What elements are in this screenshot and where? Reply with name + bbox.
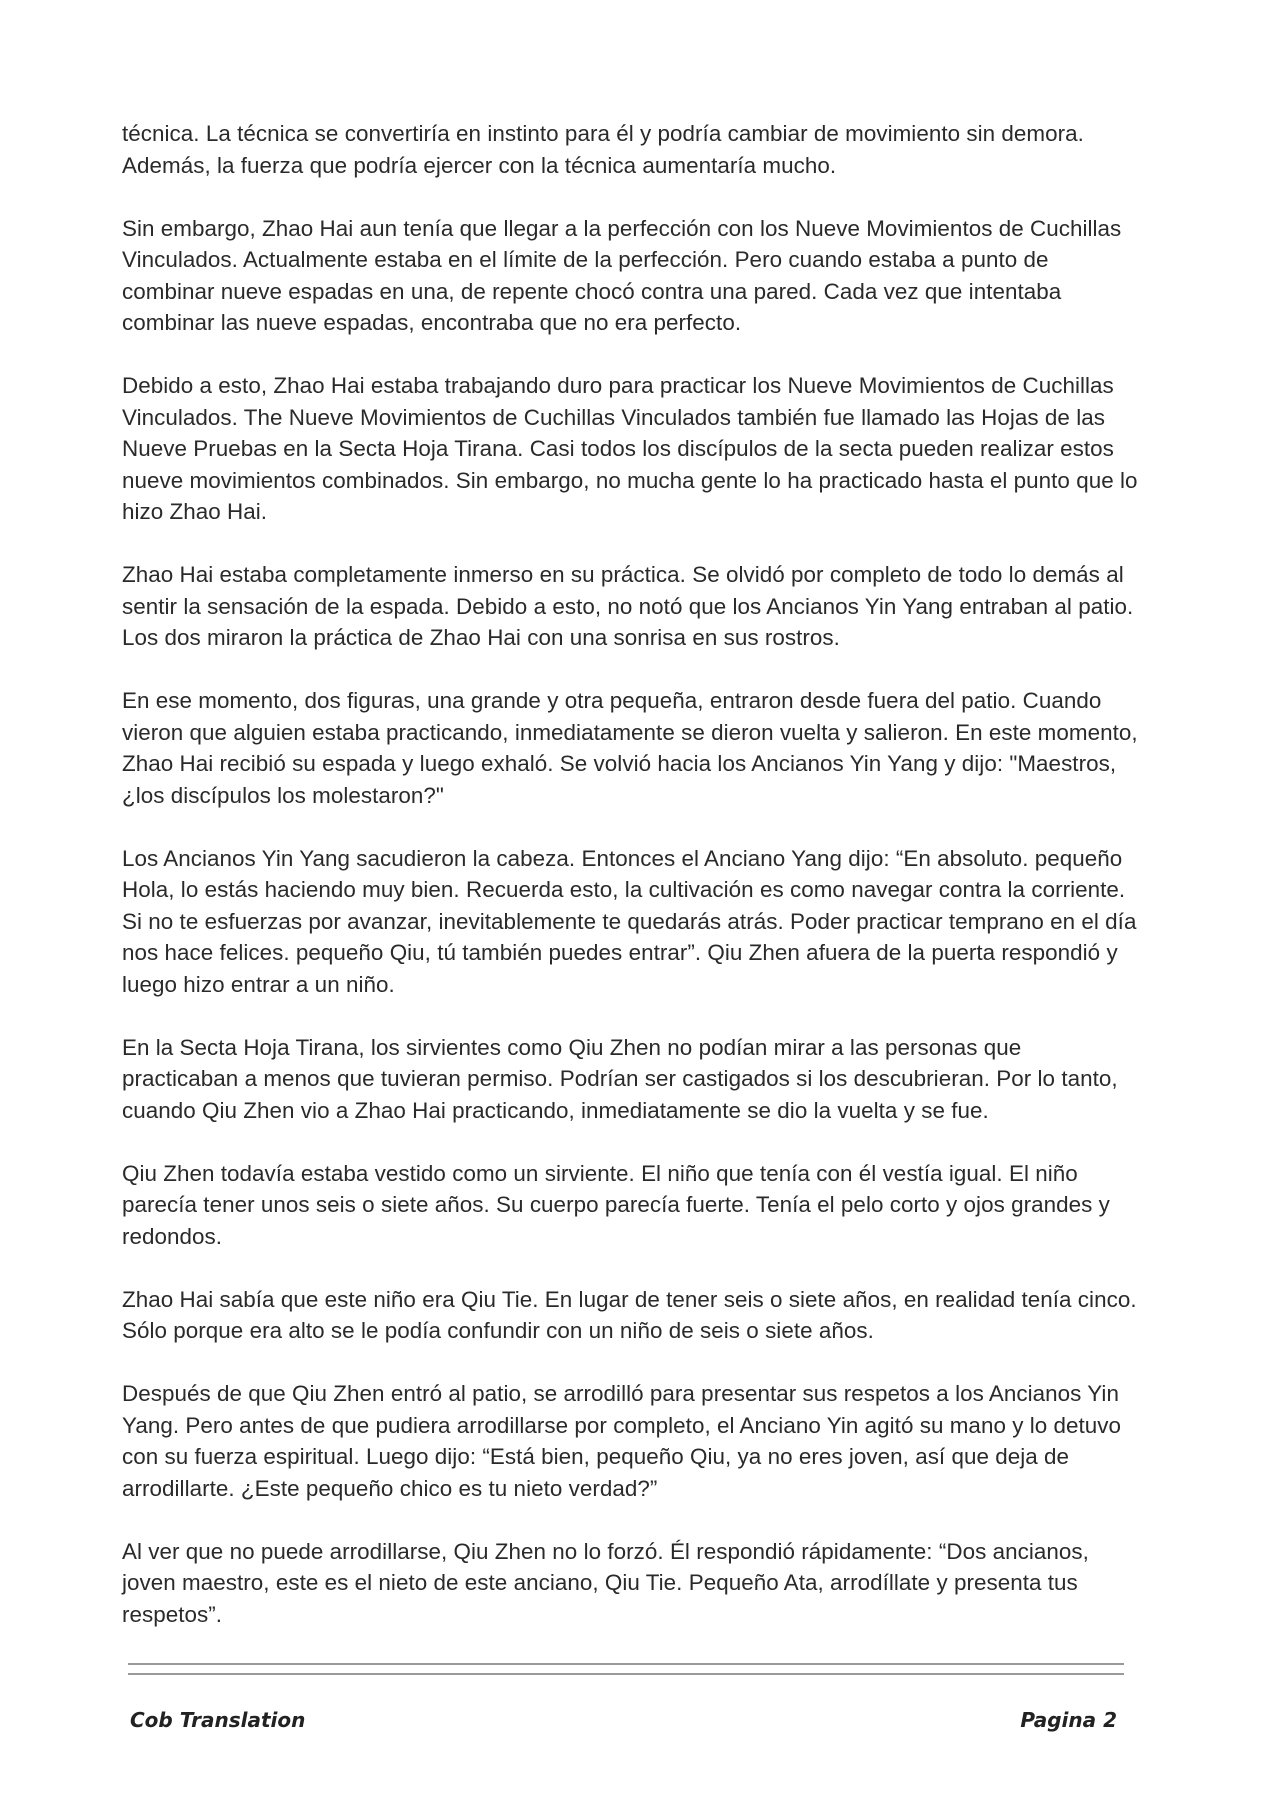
paragraph-10: Después de que Qiu Zhen entró al patio, se arrodilló para presentar sus respetos a los Ancianos Yin Yang. Pero antes de que pudiera arrodillarse por completo, el Anciano Yin agitó su mano y lo detuvo con su fuerza espiritual. Luego dijo: “Está bien, pequeño Qiu, ya no eres joven, así que deja de arrodillarte. ¿Este pequeño chico es tu nieto verdad?” — [122, 1381, 1122, 1501]
paragraph-7: En la Secta Hoja Tirana, los sirvientes como Qiu Zhen no podían mirar a las personas que practicaban a menos que tuvieran permiso. Podrían ser castigados si los descubrieran. Por lo tanto, cuando Qiu Zhen vio a Zhao Hai practicando, inmediatamente se dio la vuelta y se fue. — [122, 1034, 1118, 1123]
paragraph-2: Sin embargo, Zhao Hai aun tenía que llegar a la perfección con los Nueve Movimientos de Cuchillas Vinculados. Actualmente estaba en el límite de la perfección. Pero cuando estaba a punto de combinar nueve espadas en una, de repente chocó contra una pared. Cada vez que intentaba combinar las nueve espadas, encontraba que no era perfecto. — [122, 215, 1122, 335]
paragraph-4: Zhao Hai estaba completamente inmerso en su práctica. Se olvidó por completo de todo lo demás al sentir la sensación de la espada. Debido a esto, no notó que los Ancianos Yin Yang entraban al patio. Los dos miraron la práctica de Zhao Hai con una sonrisa en sus rostros. — [122, 562, 1134, 650]
footer-divider-bottom — [128, 1673, 1124, 1675]
footer-divider-top — [128, 1663, 1124, 1665]
paragraph-3: Debido a esto, Zhao Hai estaba trabajando duro para practicar los Nueve Movimientos de Cuchillas Vinculados. The Nueve Movimientos de Cuchillas Vinculados también fue llamado las Hojas de las Nueve Pruebas en la Secta Hoja Tirana. Casi todos los discípulos de la secta pueden realizar estos nueve movimientos combinados. Sin embargo, no mucha gente lo ha practicado hasta el punto que lo hizo Zhao Hai. — [122, 373, 1138, 524]
paragraph-8: Qiu Zhen todavía estaba vestido como un sirviente. El niño que tenía con él vestía igual. El niño parecía tener unos seis o siete años. Su cuerpo parecía fuerte. Tenía el pelo corto y ojos grandes y redondos. — [122, 1160, 1110, 1249]
paragraph-11: Al ver que no puede arrodillarse, Qiu Zhen no lo forzó. Él respondió rápidamente: “Dos ancianos, joven maestro, este es el nieto de este anciano, Qiu Tie. Pequeño Ata, arrodíllate y presenta tus respetos”. — [122, 1538, 1089, 1627]
footer-page-number: Pagina 2 — [1020, 1708, 1117, 1732]
paragraph-9: Zhao Hai sabía que este niño era Qiu Tie. En lugar de tener seis o siete años, en realidad tenía cinco. Sólo porque era alto se le podía confundir con un niño de seis o siete años. — [122, 1286, 1137, 1343]
paragraph-1: técnica. La técnica se convertiría en instinto para él y podría cambiar de movimiento sin demora. Además, la fuerza que podría ejercer con la técnica aumentaría mucho. — [122, 121, 1084, 178]
document-body — [122, 118, 1138, 1662]
paragraph-5: En ese momento, dos figuras, una grande y otra pequeña, entraron desde fuera del patio. Cuando vieron que alguien estaba practicando, inmediatamente se dieron vuelta y salieron. En este momento, Zhao Hai recibió su espada y luego exhaló. Se volvió hacia los Ancianos Yin Yang y dijo: "Maestros, ¿los discípulos los molestaron?" — [122, 688, 1138, 808]
footer-translator-label: Cob Translation — [130, 1708, 306, 1732]
paragraph-6: Los Ancianos Yin Yang sacudieron la cabeza. Entonces el Anciano Yang dijo: “En absoluto. pequeño Hola, lo estás haciendo muy bien. Recuerda esto, la cultivación es como navegar contra la corriente. Si no te esfuerzas por avanzar, inevitablemente te quedarás atrás. Poder practicar temprano en el día nos hace felices. pequeño Qiu, tú también puedes entrar”. Qiu Zhen afuera de la puerta respondió y luego hizo entrar a un niño. — [122, 845, 1137, 997]
